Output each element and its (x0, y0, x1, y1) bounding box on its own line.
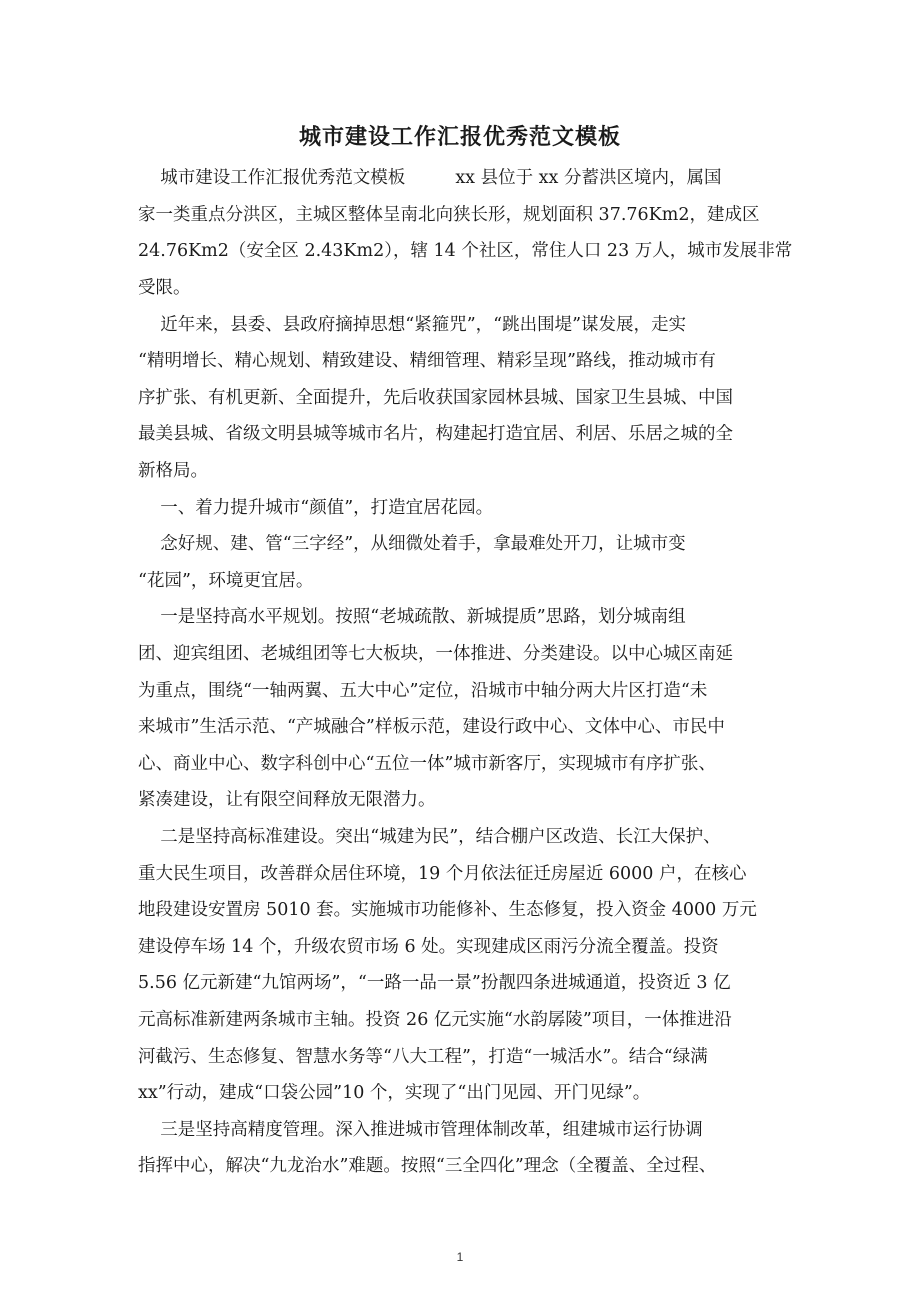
body-line: 5.56 亿元新建“九馆两场”，“一路一品一景”扮靓四条进城通道，投资近 3 亿 (138, 973, 731, 993)
body-line: 一是坚持高水平规划。按照“老城疏散、新城提质”思路，划分城南组 (138, 607, 686, 627)
body-line: 新格局。 (138, 461, 208, 481)
body-line: 团、迎宾组团、老城组团等七大板块，一体推进、分类建设。以中心城区南延 (138, 644, 733, 664)
body-line: xx”行动，建成“口袋公园”10 个，实现了“出门见园、开门见绿”。 (138, 1083, 651, 1103)
body-line: 重大民生项目，改善群众居住环境，19 个月依法征迁房屋近 6000 户，在核心 (138, 864, 747, 884)
body-line: 为重点，围绕“一轴两翼、五大中心”定位，沿城市中轴分两大片区打造“未 (138, 681, 708, 701)
page-number: 1 (456, 1250, 464, 1264)
section-heading: 一、着力提升城市“颜值”，打造宜居花园。 (138, 498, 494, 518)
body-line: 建设停车场 14 个，升级农贸市场 6 处。实现建成区雨污分流全覆盖。投资 (138, 937, 719, 957)
body-line: “精明增长、精心规划、精致建设、精细管理、精彩呈现”路线，推动城市有 (138, 351, 716, 371)
body-line: 二是坚持高标准建设。突出“城建为民”，结合棚户区改造、长江大保护、 (138, 827, 721, 847)
body-line: 序扩张、有机更新、全面提升，先后收获国家园林县城、国家卫生县城、中国 (138, 388, 733, 408)
body-line: 念好规、建、管“三字经”，从细微处着手，拿最难处开刀，让城市变 (138, 534, 686, 554)
body-line: 受限。 (138, 278, 191, 298)
body-line: 家一类重点分洪区，主城区整体呈南北向狭长形，规划面积 37.76Km2，建成区 (138, 205, 760, 225)
body-line: 最美县城、省级文明县城等城市名片，构建起打造宜居、利居、乐居之城的全 (138, 424, 733, 444)
body-line: 来城市”生活示范、“产城融合”样板示范，建设行政中心、文体中心、市民中 (138, 717, 725, 737)
body-line: 指挥中心，解决“九龙治水”难题。按照“三全四化”理念（全覆盖、全过程、 (138, 1156, 717, 1176)
body-line: 心、商业中心、数字科创中心“五位一体”城市新客厅，实现城市有序扩张、 (138, 754, 716, 774)
document-title: 城市建设工作汇报优秀范文模板 (298, 124, 621, 150)
body-line: 近年来，县委、县政府摘掉思想“紧箍咒”，“跳出围堤”谋发展，走实 (138, 315, 687, 335)
body-line: 城市建设工作汇报优秀范文模板 xx 县位于 xx 分蓄洪区境内，属国 (138, 168, 722, 188)
body-line: 地段建设安置房 5010 套。实施城市功能修补、生态修复，投入资金 4000 万元 (138, 900, 757, 920)
body-line: 24.76Km2（安全区 2.43Km2），辖 14 个社区，常住人口 23 万人，城市发展非常 (138, 241, 793, 261)
body-line: 河截污、生态修复、智慧水务等“八大工程”，打造“一城活水”。结合“绿满 (138, 1047, 708, 1067)
body-line: “花园”，环境更宜居。 (138, 571, 314, 591)
body-line: 元高标准新建两条城市主轴。投资 26 亿元实施“水韵孱陵”项目，一体推进沿 (138, 1010, 732, 1030)
body-line: 紧凑建设，让有限空间释放无限潜力。 (138, 790, 436, 810)
body-line: 三是坚持高精度管理。深入推进城市管理体制改革，组建城市运行协调 (138, 1120, 703, 1140)
